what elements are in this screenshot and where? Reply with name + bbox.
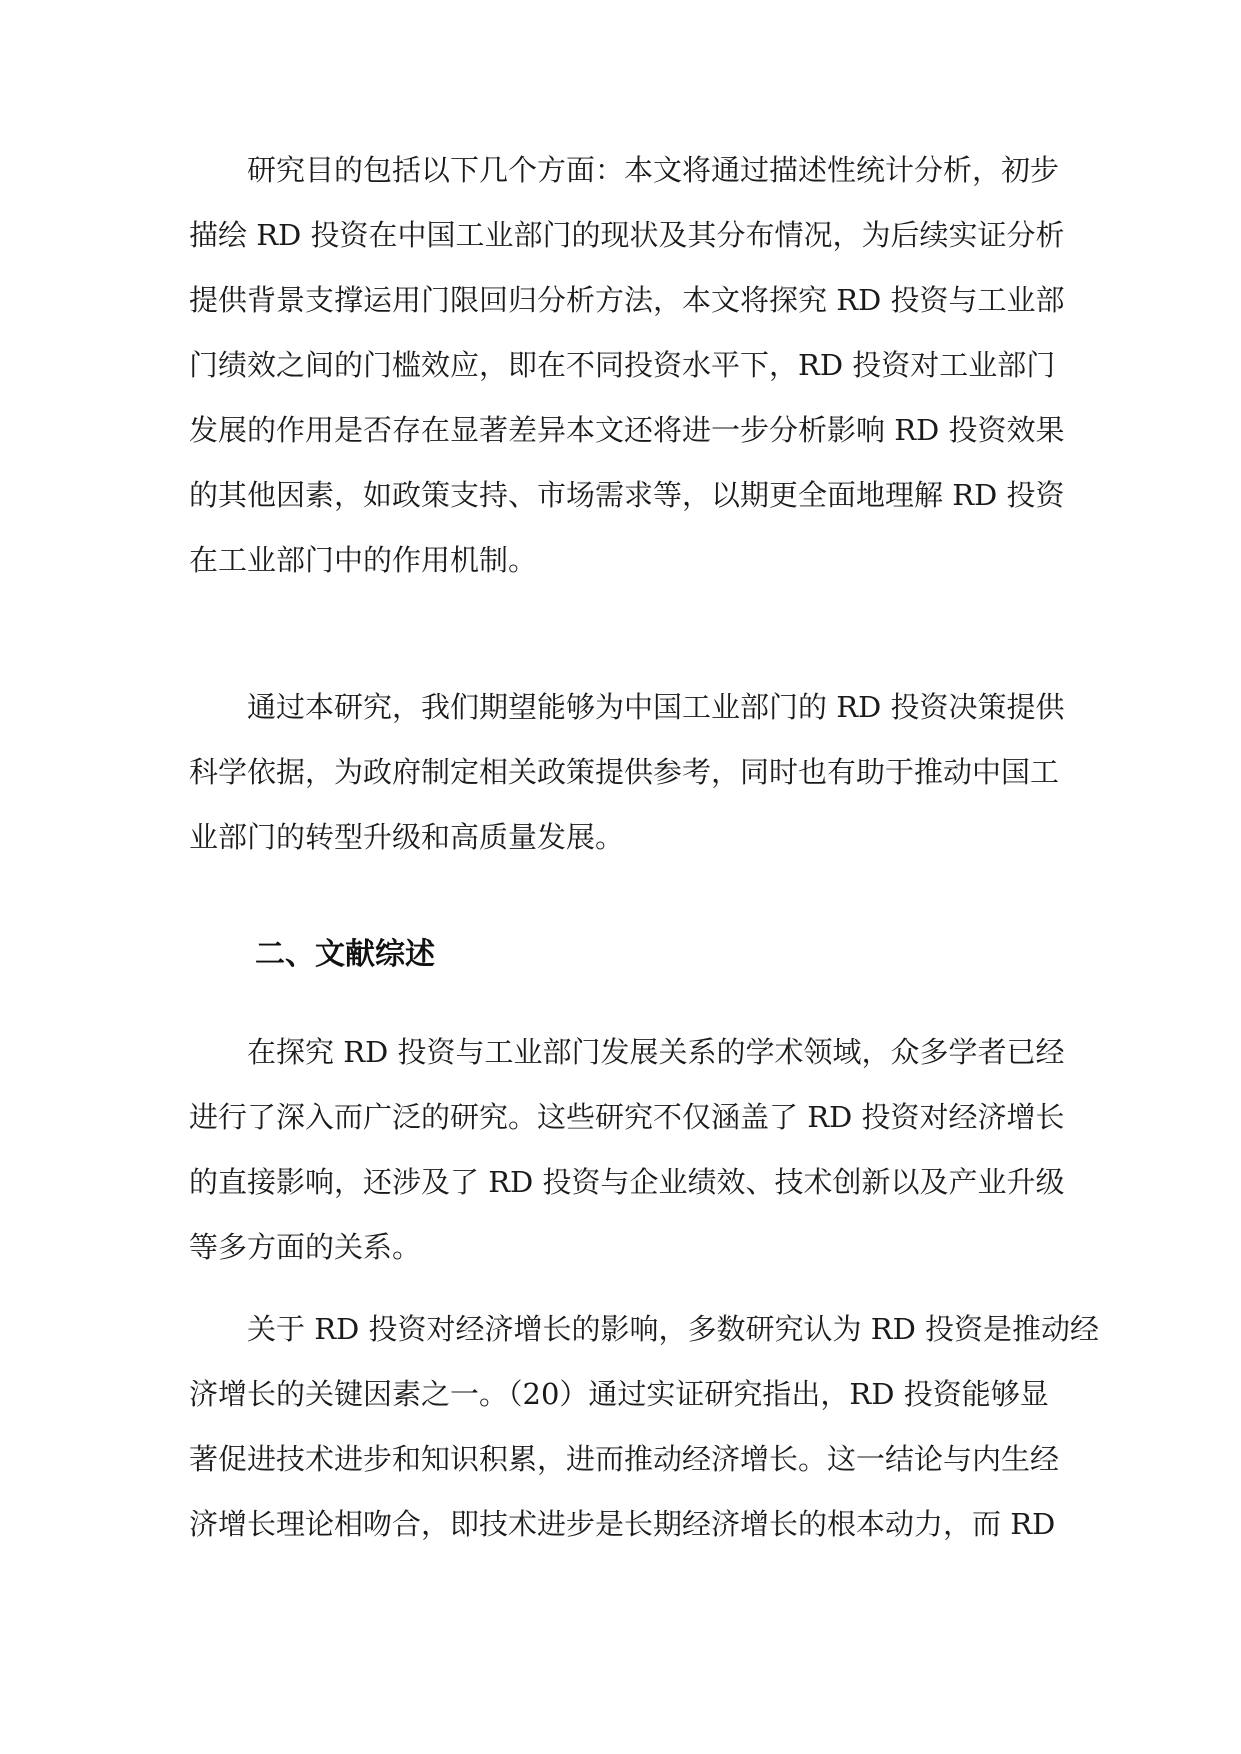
text-line: 的其他因素，如政策支持、市场需求等，以期更全面地理解 RD 投资 [189,478,1065,512]
paragraph-literature-intro [189,1020,1065,1280]
text-line: 进行了深入而广泛的研究。这些研究不仅涵盖了 RD 投资对经济增长 [189,1100,1065,1134]
paragraph-research-expectation [189,675,1065,870]
text-line: 通过本研究，我们期望能够为中国工业部门的 RD 投资决策提供 [247,690,1065,724]
text-line: 发展的作用是否存在显著差异本文还将进一步分析影响 RD 投资效果 [189,413,1065,447]
text-line: 关于 RD 投资对经济增长的影响，多数研究认为 RD 投资是推动经 [247,1312,1100,1346]
text-line: 科学依据，为政府制定相关政策提供参考，同时也有助于推动中国工 [189,755,1060,789]
section-heading: 二、文献综述 [255,937,435,972]
text-line: 著促进技术进步和知识积累，进而推动经济增长。这一结论与内生经 [189,1442,1060,1476]
paragraph-research-objectives [189,138,1065,593]
text-line: 门绩效之间的门槛效应，即在不同投资水平下，RD 投资对工业部门 [189,348,1056,382]
text-line: 在探究 RD 投资与工业部门发展关系的学术领域，众多学者已经 [247,1035,1065,1069]
text-line: 业部门的转型升级和高质量发展。 [189,820,625,854]
text-line: 的直接影响，还涉及了 RD 投资与企业绩效、技术创新以及产业升级 [189,1165,1065,1199]
text-line: 济增长的关键因素之一。（20）通过实证研究指出，RD 投资能够显 [189,1377,1049,1411]
paragraph-economic-growth [189,1297,1100,1557]
text-line: 在工业部门中的作用机制。 [189,543,538,577]
text-line: 研究目的包括以下几个方面：本文将通过描述性统计分析，初步 [247,153,1060,187]
text-line: 提供背景支撑运用门限回归分析方法，本文将探究 RD 投资与工业部 [189,283,1065,317]
text-line: 等多方面的关系。 [189,1230,422,1264]
text-line: 描绘 RD 投资在中国工业部门的现状及其分布情况，为后续实证分析 [189,218,1065,252]
text-line: 济增长理论相吻合，即技术进步是长期经济增长的根本动力，而 RD [189,1507,1056,1541]
